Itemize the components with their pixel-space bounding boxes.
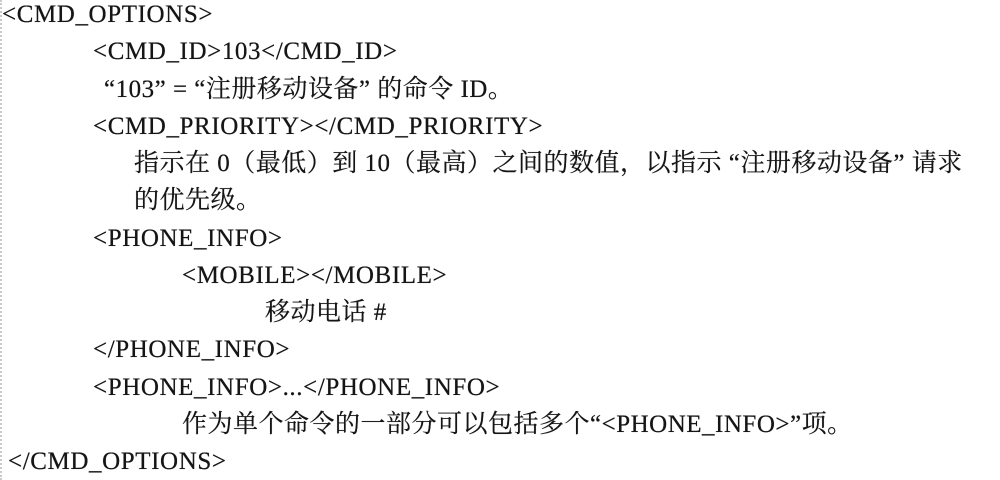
code-line: “103” = “注册移动设备” 的命令 ID。: [104, 76, 514, 103]
code-line: <CMD_ID>103</CMD_ID>: [93, 38, 398, 65]
code-line: 的优先级。: [134, 187, 262, 214]
code-line: </CMD_OPTIONS>: [8, 448, 227, 475]
code-line: 指示在 0（最低）到 10（最高）之间的数值，以指示 “注册移动设备” 请求: [134, 150, 963, 177]
code-line: <CMD_OPTIONS>: [2, 1, 214, 28]
code-line: <PHONE_INFO>...</PHONE_INFO>: [93, 374, 501, 401]
code-line: <MOBILE></MOBILE>: [182, 262, 448, 289]
code-line: 移动电话 #: [265, 299, 387, 326]
code-line: <PHONE_INFO>: [93, 225, 283, 252]
code-line: <CMD_PRIORITY></CMD_PRIORITY>: [93, 113, 544, 140]
code-line: </PHONE_INFO>: [93, 336, 291, 363]
code-line: 作为单个命令的一部分可以包括多个“<PHONE_INFO>”项。: [182, 411, 853, 438]
